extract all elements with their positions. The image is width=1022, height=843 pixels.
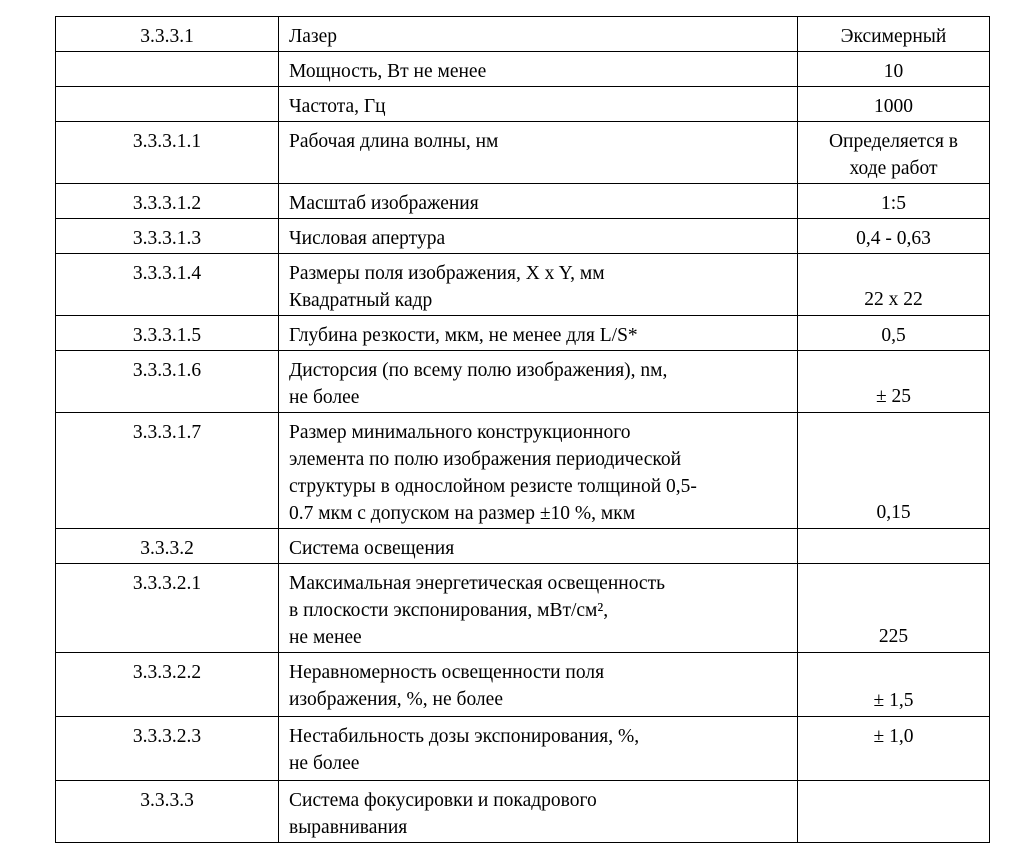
value-line: 0,5 <box>881 325 906 346</box>
table-row <box>56 219 990 254</box>
description-line: Масштаб изображения <box>289 193 479 214</box>
description-line: Система фокусировки и покадрового <box>289 790 597 811</box>
table-row <box>56 122 990 184</box>
value-cell <box>798 87 990 122</box>
value-line: ± 1,0 <box>873 726 914 747</box>
value-cell <box>798 529 990 564</box>
value-line: 1:5 <box>881 193 906 214</box>
description-line: Глубина резкости, мкм, не менее для L/S* <box>289 325 638 346</box>
value-line: 22 x 22 <box>864 289 923 310</box>
description-cell <box>279 717 798 781</box>
value-cell <box>798 17 990 52</box>
table-row <box>56 413 990 529</box>
description-cell <box>279 316 798 351</box>
table-row <box>56 87 990 122</box>
description-cell <box>279 17 798 52</box>
item-number-cell: 3.3.3.1.7 <box>56 413 279 529</box>
description-line: Лазер <box>289 26 337 47</box>
value-line: 225 <box>878 626 909 647</box>
value-cell <box>798 52 990 87</box>
value-line: Определяется в <box>828 131 959 152</box>
table-row <box>56 316 990 351</box>
value-cell <box>798 413 990 529</box>
description-line: в плоскости экспонирования, мВт/см², <box>289 600 609 621</box>
description-line: не более <box>289 753 360 774</box>
description-line: Нестабильность дозы экспонирования, %, <box>289 726 640 747</box>
table-row <box>56 351 990 413</box>
value-cell <box>798 316 990 351</box>
value-line: Эксимерный <box>840 26 947 47</box>
value-line: 0,15 <box>876 502 911 523</box>
value-cell <box>798 122 990 184</box>
description-cell <box>279 87 798 122</box>
description-line: 0.7 мкм с допуском на размер ±10 %, мкм <box>289 503 636 524</box>
item-number-cell <box>56 87 279 122</box>
item-number-cell: 3.3.3.1.2 <box>56 184 279 219</box>
description-line: Числовая апертура <box>289 228 446 249</box>
table-row <box>56 653 990 717</box>
description-cell <box>279 781 798 843</box>
description-line: Неравномерность освещенности поля <box>289 662 605 683</box>
item-number-cell: 3.3.3.1.6 <box>56 351 279 413</box>
description-cell <box>279 254 798 316</box>
description-line: Мощность, Вт не менее <box>289 61 487 82</box>
table-row <box>56 564 990 653</box>
description-line: не менее <box>289 627 362 648</box>
description-cell <box>279 122 798 184</box>
item-number-cell: 3.3.3.1.3 <box>56 219 279 254</box>
description-line: Максимальная энергетическая освещенность <box>289 573 665 594</box>
description-line: Рабочая длина волны, нм <box>289 131 499 152</box>
value-line: ± 25 <box>875 386 912 407</box>
description-line: Квадратный кадр <box>289 290 433 311</box>
value-cell <box>798 653 990 717</box>
description-cell <box>279 351 798 413</box>
value-line: 1000 <box>874 96 913 117</box>
spec-table-body <box>56 17 990 843</box>
value-line: ходе работ <box>849 158 938 179</box>
description-line: не более <box>289 387 360 408</box>
item-number-cell: 3.3.3.2 <box>56 529 279 564</box>
description-line: структуры в однослойном резисте толщиной 0,5- <box>289 476 697 497</box>
description-cell <box>279 184 798 219</box>
value-cell <box>798 254 990 316</box>
item-number-cell: 3.3.3.1 <box>56 17 279 52</box>
description-cell <box>279 219 798 254</box>
description-cell <box>279 529 798 564</box>
description-line: элемента по полю изображения периодической <box>289 449 682 470</box>
description-line: Частота, Гц <box>289 96 386 117</box>
item-number-cell: 3.3.3.1.4 <box>56 254 279 316</box>
table-row <box>56 717 990 781</box>
table-row <box>56 529 990 564</box>
value-line: 10 <box>883 61 904 82</box>
description-line: выравнивания <box>289 817 408 838</box>
description-line: Размер минимального конструкционного <box>289 422 631 443</box>
item-number-cell: 3.3.3.2.3 <box>56 717 279 781</box>
description-line: Дисторсия (по всему полю изображения), nм, <box>289 360 668 381</box>
value-line: 0,4 - 0,63 <box>856 228 931 249</box>
item-number-cell: 3.3.3.1.1 <box>56 122 279 184</box>
description-line: Система освещения <box>289 538 455 559</box>
table-row <box>56 254 990 316</box>
value-cell <box>798 184 990 219</box>
table-row <box>56 17 990 52</box>
value-cell <box>798 219 990 254</box>
description-cell <box>279 52 798 87</box>
item-number-cell: 3.3.3.3 <box>56 781 279 843</box>
value-line: ± 1,5 <box>873 690 914 711</box>
item-number-cell: 3.3.3.2.1 <box>56 564 279 653</box>
item-number-cell: 3.3.3.1.5 <box>56 316 279 351</box>
item-number-cell <box>56 52 279 87</box>
description-line: изображения, %, не более <box>289 689 503 710</box>
value-cell <box>798 564 990 653</box>
table-row <box>56 52 990 87</box>
description-cell <box>279 413 798 529</box>
value-cell <box>798 717 990 781</box>
description-cell <box>279 564 798 653</box>
table-row <box>56 781 990 843</box>
value-cell <box>798 351 990 413</box>
description-line: Размеры поля изображения, X x Y, мм <box>289 263 605 284</box>
spec-table <box>55 16 990 843</box>
item-number-cell: 3.3.3.2.2 <box>56 653 279 717</box>
table-row <box>56 184 990 219</box>
description-cell <box>279 653 798 717</box>
value-cell <box>798 781 990 843</box>
